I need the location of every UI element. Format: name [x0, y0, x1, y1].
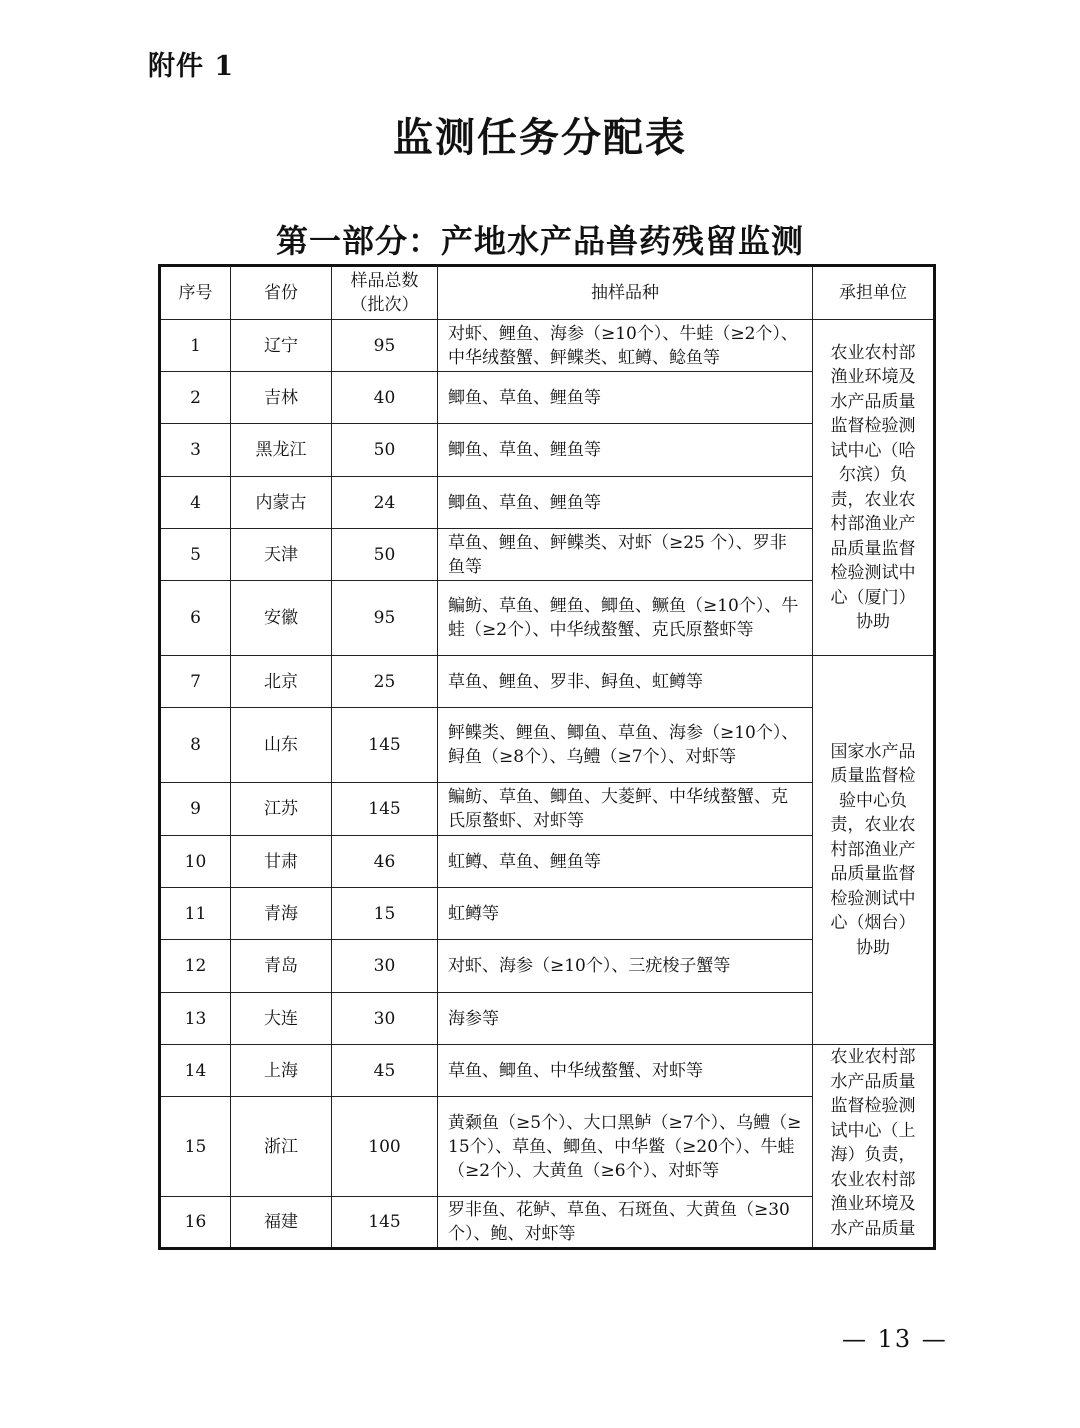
column-header-species: 抽样品种 [438, 266, 813, 320]
row-province: 江苏 [231, 783, 332, 836]
row-count: 45 [332, 1045, 438, 1097]
row-province: 山东 [231, 708, 332, 783]
row-province: 浙江 [231, 1097, 332, 1197]
row-count: 40 [332, 372, 438, 424]
row-species: 对虾、鲤鱼、海参（≥10个）、牛蛙（≥2个）、中华绒螯蟹、鲆鲽类、虹鳟、鲶鱼等 [438, 320, 813, 372]
row-species: 鳊鲂、草鱼、鲤鱼、鲫鱼、鳜鱼（≥10个）、牛蛙（≥2个）、中华绒螯蟹、克氏原螯虾等 [438, 581, 813, 656]
row-count: 30 [332, 940, 438, 993]
row-species: 草鱼、鲫鱼、中华绒螯蟹、对虾等 [438, 1045, 813, 1097]
row-no: 6 [160, 581, 231, 656]
column-header-province: 省份 [231, 266, 332, 320]
row-count: 145 [332, 708, 438, 783]
row-count: 15 [332, 888, 438, 940]
unit-cell-group-3: 农业农村部水产品质量监督检验测试中心（上海）负责，农业农村部渔业环境及水产品质量 [813, 1045, 935, 1249]
row-no: 12 [160, 940, 231, 993]
row-province: 福建 [231, 1197, 332, 1249]
row-no: 9 [160, 783, 231, 836]
row-province: 大连 [231, 993, 332, 1045]
row-count: 50 [332, 529, 438, 581]
row-species: 黄颡鱼（≥5个）、大口黑鲈（≥7个）、乌鳢（≥15个）、草鱼、鲫鱼、中华鳖（≥20个）、牛蛙（≥2个）、大黄鱼（≥6个）、对虾等 [438, 1097, 813, 1197]
row-no: 15 [160, 1097, 231, 1197]
row-no: 2 [160, 372, 231, 424]
row-province: 上海 [231, 1045, 332, 1097]
row-no: 14 [160, 1045, 231, 1097]
row-species: 鲫鱼、草鱼、鲤鱼等 [438, 477, 813, 529]
row-count: 145 [332, 1197, 438, 1249]
row-no: 11 [160, 888, 231, 940]
row-species: 草鱼、鲤鱼、罗非、鲟鱼、虹鳟等 [438, 656, 813, 708]
row-species: 鲫鱼、草鱼、鲤鱼等 [438, 424, 813, 477]
row-species: 草鱼、鲤鱼、鲆鲽类、对虾（≥25 个）、罗非鱼等 [438, 529, 813, 581]
row-no: 16 [160, 1197, 231, 1249]
row-count: 145 [332, 783, 438, 836]
row-species: 对虾、海参（≥10个）、三疣梭子蟹等 [438, 940, 813, 993]
row-count: 50 [332, 424, 438, 477]
table-row [160, 320, 935, 372]
row-no: 8 [160, 708, 231, 783]
row-province: 甘肃 [231, 836, 332, 888]
row-species: 虹鳟等 [438, 888, 813, 940]
row-province: 天津 [231, 529, 332, 581]
document-title: 监测任务分配表 [393, 114, 687, 161]
row-count: 30 [332, 993, 438, 1045]
row-species: 鳊鲂、草鱼、鲫鱼、大菱鲆、中华绒螯蟹、克氏原螯虾、对虾等 [438, 783, 813, 836]
row-species: 鲫鱼、草鱼、鲤鱼等 [438, 372, 813, 424]
row-no: 4 [160, 477, 231, 529]
row-no: 5 [160, 529, 231, 581]
row-species: 鲆鲽类、鲤鱼、鲫鱼、草鱼、海参（≥10个）、鲟鱼（≥8个）、乌鳢（≥7个）、对虾等 [438, 708, 813, 783]
row-province: 黑龙江 [231, 424, 332, 477]
page-number: — 13 — [842, 1325, 948, 1353]
column-header-count: 样品总数（批次） [332, 266, 438, 320]
row-no: 13 [160, 993, 231, 1045]
row-count: 46 [332, 836, 438, 888]
unit-cell-group-2: 国家水产品质量监督检验中心负责，农业农村部渔业产品质量监督检验测试中心（烟台）协助 [813, 656, 935, 1045]
row-no: 3 [160, 424, 231, 477]
row-count: 100 [332, 1097, 438, 1197]
row-no: 10 [160, 836, 231, 888]
section-title: 第一部分：产地水产品兽药残留监测 [275, 222, 804, 260]
row-species: 海参等 [438, 993, 813, 1045]
row-count: 25 [332, 656, 438, 708]
row-count: 95 [332, 320, 438, 372]
table-header-row [160, 266, 935, 320]
row-no: 7 [160, 656, 231, 708]
row-province: 青海 [231, 888, 332, 940]
row-no: 1 [160, 320, 231, 372]
row-province: 青岛 [231, 940, 332, 993]
row-province: 吉林 [231, 372, 332, 424]
row-province: 辽宁 [231, 320, 332, 372]
table-row [160, 1045, 935, 1097]
row-count: 95 [332, 581, 438, 656]
row-province: 北京 [231, 656, 332, 708]
task-allocation-table [158, 264, 936, 1250]
row-province: 安徽 [231, 581, 332, 656]
row-species: 罗非鱼、花鲈、草鱼、石斑鱼、大黄鱼（≥30个）、鲍、对虾等 [438, 1197, 813, 1249]
unit-cell-group-1: 农业农村部渔业环境及水产品质量监督检验测试中心（哈尔滨）负责，农业农村部渔业产品质量监督检验测试中心（厦门）协助 [813, 320, 935, 656]
row-count: 24 [332, 477, 438, 529]
column-header-no: 序号 [160, 266, 231, 320]
table-row [160, 656, 935, 708]
attachment-label: 附件 1 [148, 51, 235, 82]
column-header-unit: 承担单位 [813, 266, 935, 320]
row-province: 内蒙古 [231, 477, 332, 529]
row-species: 虹鳟、草鱼、鲤鱼等 [438, 836, 813, 888]
